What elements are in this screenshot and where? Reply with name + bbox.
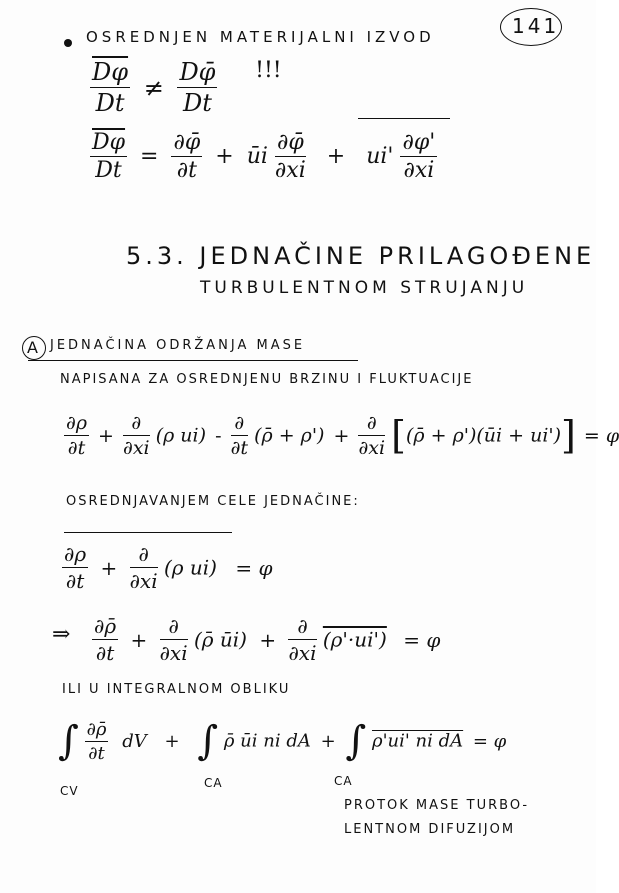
term-argument: (ρ ui) [163,555,217,580]
left-bracket: [ [391,413,406,458]
right-bracket: ] [561,413,576,458]
plus-sign: + [164,730,180,752]
numerator: ∂ρ̄ [94,614,117,638]
fraction-term2 [275,130,306,183]
volume-element: dV [122,730,147,752]
exclamation-marks: !!! [255,58,282,83]
denominator: ∂t [65,569,85,593]
page-number: 141 [512,14,560,38]
integral-form-text: ILI U INTEGRALNOM OBLIKU [62,682,291,697]
term-argument: (ρ̄ + ρ') [254,424,325,447]
fraction-t1 [85,719,109,764]
note-line1: PROTOK MASE TURBO- [344,798,530,813]
denominator: ∂xi [403,158,435,183]
fraction-c [288,614,316,665]
integral-sign: ∫ [197,718,219,764]
term-argument: (ρ̄ ūi) [193,627,247,652]
denominator: Dt [95,89,125,117]
plus-sign: + [259,627,277,652]
section-title-line2: TURBULENTNOM STRUJANJU [200,278,529,298]
fraction-a [92,614,118,665]
numerator: ∂ [160,614,188,640]
minus-sign: - [215,424,222,447]
numerator: ∂ [288,614,316,640]
plus-sign: + [98,424,114,447]
numerator: ∂ [358,412,385,436]
equals-zero: = φ [472,730,507,752]
fraction-a [64,412,89,459]
fraction-term1 [171,130,202,183]
term-argument: (ρ ui) [155,424,207,447]
plus-sign: + [130,627,148,652]
numerator: ∂ρ [64,542,87,566]
bullet-icon [64,39,72,47]
turbulent-flux-term: ρ'ui' ni dA [371,730,464,752]
heading-averaged-material-derivative: OSREDNJEN MATERIJALNI IZVOD [86,28,435,46]
numerator: ∂ [130,542,158,568]
fraction-b [160,614,188,665]
integral-limit-cv: CV [60,784,79,798]
numerator: ∂ [123,412,150,436]
overline-bar [64,532,232,533]
numerator: ∂ [231,412,248,436]
equation-2 [90,130,437,183]
written-for-text: NAPISANA ZA OSREDNJENU BRZINU I FLUKTUACIJE [60,372,474,387]
denominator: ∂xi [274,158,306,183]
fraction-lhs [90,130,127,183]
numerator: ∂ρ̄ [86,718,107,740]
equation-6 [58,718,506,764]
overline-bar [358,118,450,119]
fraction-rhs [177,58,217,117]
section-title-line1: 5.3. JEDNAČINE PRILAGOĐENE [126,242,596,270]
denominator: ∂t [230,437,249,459]
equation-4 [62,542,272,593]
equation-1 [90,58,288,117]
mean-velocity: ūi [246,144,268,169]
denominator: ∂xi [129,569,158,593]
averaging-text: OSREDNJAVANJEM CELE JEDNAČINE: [66,494,360,509]
numerator: ∂φ̄ [173,130,201,155]
equals-zero: = φ [235,555,273,580]
numerator: ∂φ' [402,130,436,155]
fraction-b [130,542,158,593]
subsection-title: JEDNAČINA ODRŽANJA MASE [50,338,306,353]
fraction-term3 [400,130,437,183]
equals-zero: = φ [403,627,441,652]
denominator: ∂xi [159,641,188,665]
fraction-b [123,412,150,459]
numerator: $\overline{D\varphi}$ [92,130,126,155]
plus-sign: + [215,144,234,169]
numerator: ∂φ̄ [275,130,306,157]
numerator: ∂ρ [66,412,87,434]
fraction-a [62,542,88,593]
fraction-lhs [90,58,130,117]
note-line2: LENTNOM DIFUZIJOM [344,822,516,837]
plus-sign: + [333,424,350,447]
term-argument: (ρ̄ + ρ')(ūi + ui') [405,424,562,447]
plus-sign: + [320,730,336,752]
denominator: ∂xi [123,437,150,459]
numerator: Dφ̄ [179,58,216,86]
mean-flux-term: ρ̄ ūi ni dA [223,730,311,752]
integral-limit-ca-2: CA [334,774,353,788]
denominator: ∂t [176,158,197,183]
denominator: ∂t [95,641,115,665]
equation-5 [92,614,440,665]
plus-sign: + [100,555,118,580]
subsection-underline [28,360,358,361]
denominator: Dt [95,158,122,183]
plus-sign: + [326,144,346,169]
integral-limit-ca-1: CA [204,776,223,790]
integral-sign: ∫ [345,718,367,764]
velocity-fluctuation: ui' [366,144,394,169]
equals-zero: = φ [583,424,619,447]
denominator: ∂t [88,742,105,764]
implies-arrow: ⇒ [52,622,71,647]
fraction-d [358,412,385,459]
subsection-marker: A [27,338,38,357]
not-equal-sign: ≠ [143,73,164,102]
equal-sign: = [140,144,159,169]
equation-3 [64,412,619,459]
denominator: ∂xi [288,641,317,665]
fraction-c [231,412,248,459]
numerator: $\overline{D\varphi}$ [92,58,129,86]
integral-sign: ∫ [58,718,79,764]
denominator: ∂xi [358,437,386,459]
denominator: Dt [183,89,212,117]
term-argument: (ρ'·ui') [322,627,387,652]
denominator: ∂t [67,437,86,459]
